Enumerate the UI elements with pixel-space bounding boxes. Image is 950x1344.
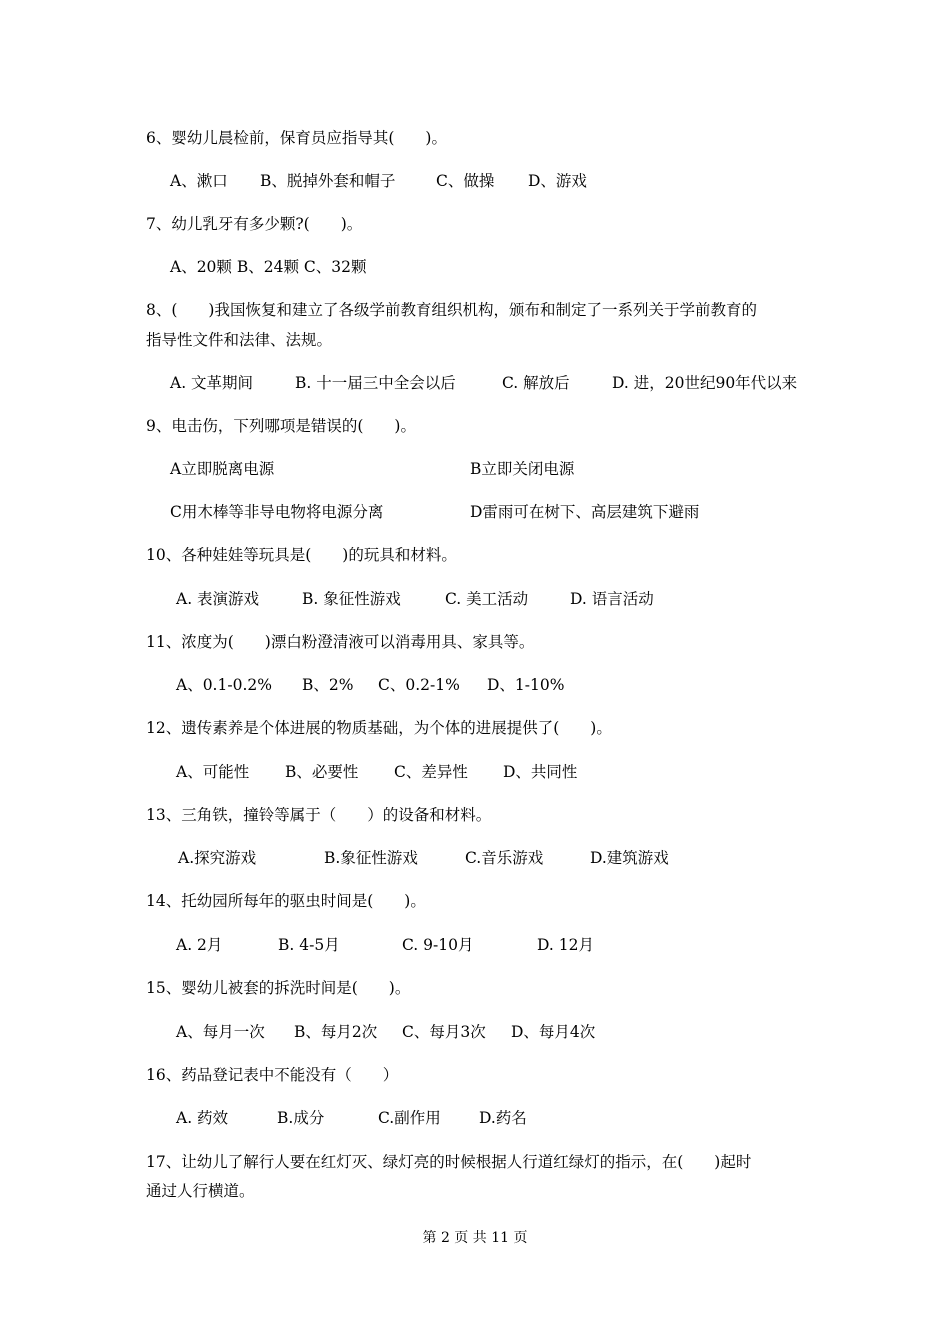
question-stem: 14、托幼园所每年的驱虫时间是( )。 [146, 892, 426, 910]
answer-option: D. 12月 [537, 936, 594, 954]
answer-option: D.建筑游戏 [590, 849, 669, 867]
answer-option: B、必要性 [285, 763, 359, 781]
answer-option: B、每月2次 [294, 1023, 378, 1041]
answer-option: B.成分 [277, 1109, 325, 1127]
question-stem: 6、婴幼儿晨检前，保育员应指导其( )。 [146, 129, 447, 147]
answer-option: D、共同性 [503, 763, 578, 781]
question-stem: 9、电击伤，下列哪项是错误的( )。 [146, 417, 416, 435]
answer-option: C.副作用 [378, 1109, 441, 1127]
answer-option: A、漱口 [170, 172, 228, 190]
answer-option: A. 文革期间 [170, 374, 254, 392]
answer-option: A立即脱离电源 [170, 460, 275, 478]
answer-option: C. 9-10月 [402, 936, 474, 954]
answer-option: B. 象征性游戏 [302, 590, 401, 608]
answer-option: A、每月一次 [176, 1023, 265, 1041]
question-stem: 13、三角铁，撞铃等属于（ ）的设备和材料。 [146, 806, 492, 824]
question-stem: 8、( )我国恢复和建立了各级学前教育组织机构，颁布和制定了一系列关于学前教育的 [146, 301, 757, 319]
answer-option: B、2% [302, 676, 354, 694]
answer-option: A、20颗 B、24颗 C、32颗 [170, 258, 367, 276]
answer-option: B. 4-5月 [278, 936, 340, 954]
answer-option: A. 2月 [176, 936, 223, 954]
answer-option: D.药名 [479, 1109, 527, 1127]
answer-option: C.音乐游戏 [465, 849, 544, 867]
question-stem: 12、遗传素养是个体进展的物质基础，为个体的进展提供了( )。 [146, 719, 612, 737]
page-number: 第 2 页 共 11 页 [422, 1230, 528, 1246]
question-stem: 11、浓度为( )漂白粉澄清液可以消毒用具、家具等。 [146, 633, 535, 651]
question-stem: 15、婴幼儿被套的拆洗时间是( )。 [146, 979, 411, 997]
answer-option: D雷雨可在树下、高层建筑下避雨 [470, 503, 700, 521]
answer-option: B立即关闭电源 [470, 460, 575, 478]
answer-option: C. 美工活动 [445, 590, 529, 608]
question-stem: 7、幼儿乳牙有多少颗?( )。 [146, 215, 363, 233]
answer-option: B、脱掉外套和帽子 [260, 172, 396, 190]
answer-option: C. 解放后 [502, 374, 570, 392]
answer-option: A.探究游戏 [178, 849, 257, 867]
question-stem: 10、各种娃娃等玩具是( )的玩具和材料。 [146, 546, 457, 564]
answer-option: A. 药效 [176, 1109, 229, 1127]
answer-option: B.象征性游戏 [324, 849, 418, 867]
question-stem: 指导性文件和法律、法规。 [146, 331, 333, 349]
answer-option: C、每月3次 [402, 1023, 486, 1041]
answer-option: A、0.1-0.2% [176, 676, 272, 694]
answer-option: C、0.2-1% [378, 676, 460, 694]
answer-option: D、游戏 [528, 172, 587, 190]
answer-option: D. 进，20世纪90年代以来 [612, 374, 798, 392]
answer-option: B. 十一届三中全会以后 [295, 374, 456, 392]
question-stem: 16、药品登记表中不能没有（ ） [146, 1066, 399, 1084]
answer-option: D. 语言活动 [570, 590, 654, 608]
answer-option: A、可能性 [176, 763, 250, 781]
answer-option: A. 表演游戏 [176, 590, 260, 608]
answer-option: C、差异性 [394, 763, 468, 781]
question-stem: 17、让幼儿了解行人要在红灯灭、绿灯亮的时候根据人行道红绿灯的指示，在( )起时 [146, 1153, 752, 1171]
answer-option: C用木棒等非导电物将电源分离 [170, 503, 384, 521]
answer-option: D、1-10% [487, 676, 565, 694]
question-stem: 通过人行横道。 [146, 1182, 255, 1200]
answer-option: C、做操 [436, 172, 495, 190]
answer-option: D、每月4次 [511, 1023, 596, 1041]
